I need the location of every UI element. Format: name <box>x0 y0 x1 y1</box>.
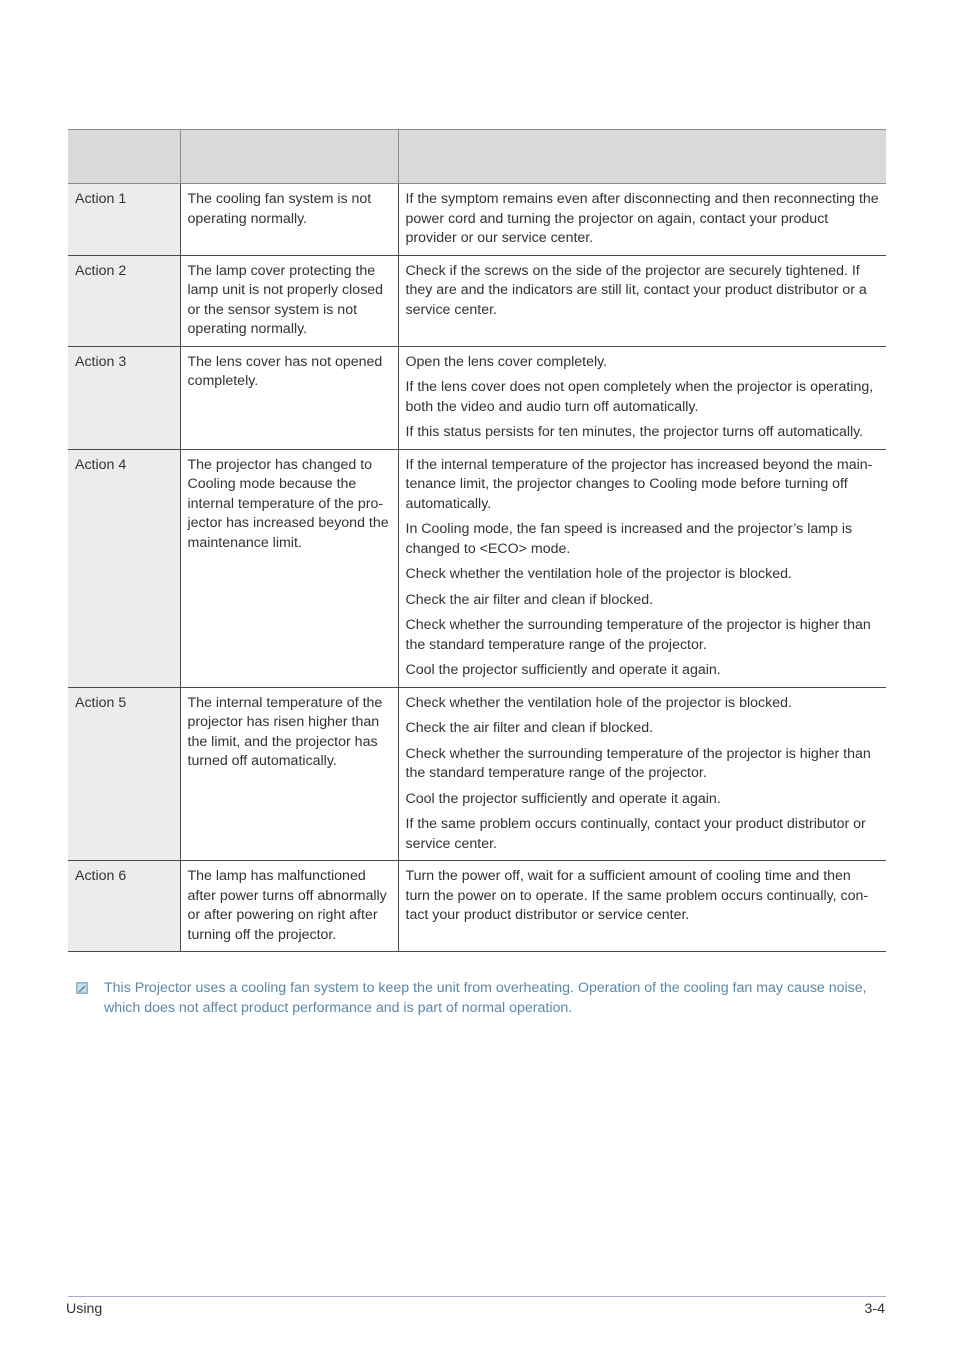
cause-cell: The cooling fan system is not operating normally. <box>180 184 398 256</box>
table-row <box>68 255 886 346</box>
note-text: This Projector uses a cooling fan system to keep the unit from overheating. Operation of the cooling fan may cause noise, which does not affect product performance and is part of normal operation. <box>104 980 867 1016</box>
table-row <box>68 687 886 861</box>
header-cell-cause <box>180 130 398 184</box>
header-cell-solution <box>398 130 886 184</box>
solution-text: If the lens cover does not open completely when the projector is operating, both the video and audio turn off automatically. <box>405 379 874 415</box>
action-cell: Action 4 <box>68 449 180 687</box>
action-cell: Action 3 <box>68 346 180 449</box>
table-header-row <box>68 130 886 184</box>
solution-text: Check whether the surrounding temperature of the projector is higher than the standard temperature range of the projector. <box>405 617 871 653</box>
solution-text: Check if the screws on the side of the projector are securely tightened. If they are and the indicators are still lit, contact your product distributor or a service center. <box>405 262 867 318</box>
cause-cell: The projector has changed to Cooling mode because the internal temperature of the pro-jector has increased beyond the maintenance limit. <box>180 449 398 687</box>
solution-text: Check the air filter and clean if blocked. <box>405 591 654 608</box>
solution-text: Check the air filter and clean if blocked. <box>405 720 654 736</box>
solution-text: In Cooling mode, the fan speed is increased and the projector’s lamp is changed to <ECO> mode. <box>405 521 853 557</box>
solution-cell <box>398 687 886 861</box>
solution-text: Check whether the ventilation hole of the projector is blocked. <box>405 694 792 711</box>
footer-section-title: Using <box>66 1301 103 1317</box>
action-cell: Action 6 <box>68 861 180 952</box>
solution-cell <box>398 346 886 449</box>
table-row <box>68 449 886 687</box>
solution-text: Cool the projector sufficiently and operate it again. <box>405 662 721 678</box>
solution-text: Check whether the surrounding temperature of the projector is higher than the standard temperature range of the projector. <box>405 745 871 781</box>
solution-text: If this status persists for ten minutes, the projector turns off automatically. <box>405 424 864 440</box>
solution-text: If the same problem occurs continually, contact your product distributor or service center. <box>405 816 866 852</box>
header-cell-action <box>68 130 180 184</box>
solution-cell <box>398 184 886 256</box>
cause-cell: The internal temperature of the projector has risen higher than the limit, and the projector has turned off automatically. <box>180 687 398 861</box>
solution-text: Open the lens cover completely. <box>405 353 608 370</box>
action-cell: Action 2 <box>68 255 180 346</box>
footer-page-number: 3-4 <box>864 1301 885 1317</box>
solution-text: Turn the power off, wait for a sufficient amount of cooling time and then turn the power on to operate. If the same problem occurs continually, con-tact your product distributor or service center. <box>405 868 869 923</box>
solution-text: If the internal temperature of the projector has increased beyond the main-tenance limit, the projector changes to Cooling mode before turning off automatically. <box>405 456 873 512</box>
footer-divider <box>68 1296 886 1297</box>
troubleshooting-table <box>68 129 886 952</box>
note-box <box>76 978 886 1018</box>
table-row <box>68 861 886 952</box>
cause-cell: The lens cover has not opened completely. <box>180 346 398 449</box>
table-body <box>68 184 886 952</box>
solution-text: Check whether the ventilation hole of the projector is blocked. <box>405 566 792 582</box>
solution-cell <box>398 449 886 687</box>
solution-text: Cool the projector sufficiently and operate it again. <box>405 790 721 807</box>
solution-cell <box>398 255 886 346</box>
table-row <box>68 346 886 449</box>
note-icon <box>76 982 88 994</box>
cause-cell: The lamp has malfunctioned after power turns off abnormally or after powering on right after turning off the projector. <box>180 861 398 952</box>
table-row <box>68 184 886 256</box>
action-cell: Action 1 <box>68 184 180 256</box>
solution-cell <box>398 861 886 952</box>
action-cell: Action 5 <box>68 687 180 861</box>
table-header <box>68 130 886 184</box>
cause-cell: The lamp cover protecting the lamp unit is not properly closed or the sensor system is not operating normally. <box>180 255 398 346</box>
solution-text: If the symptom remains even after disconnecting and then reconnecting the power cord and turning the projector on again, contact your product provider or our service center. <box>405 191 879 246</box>
